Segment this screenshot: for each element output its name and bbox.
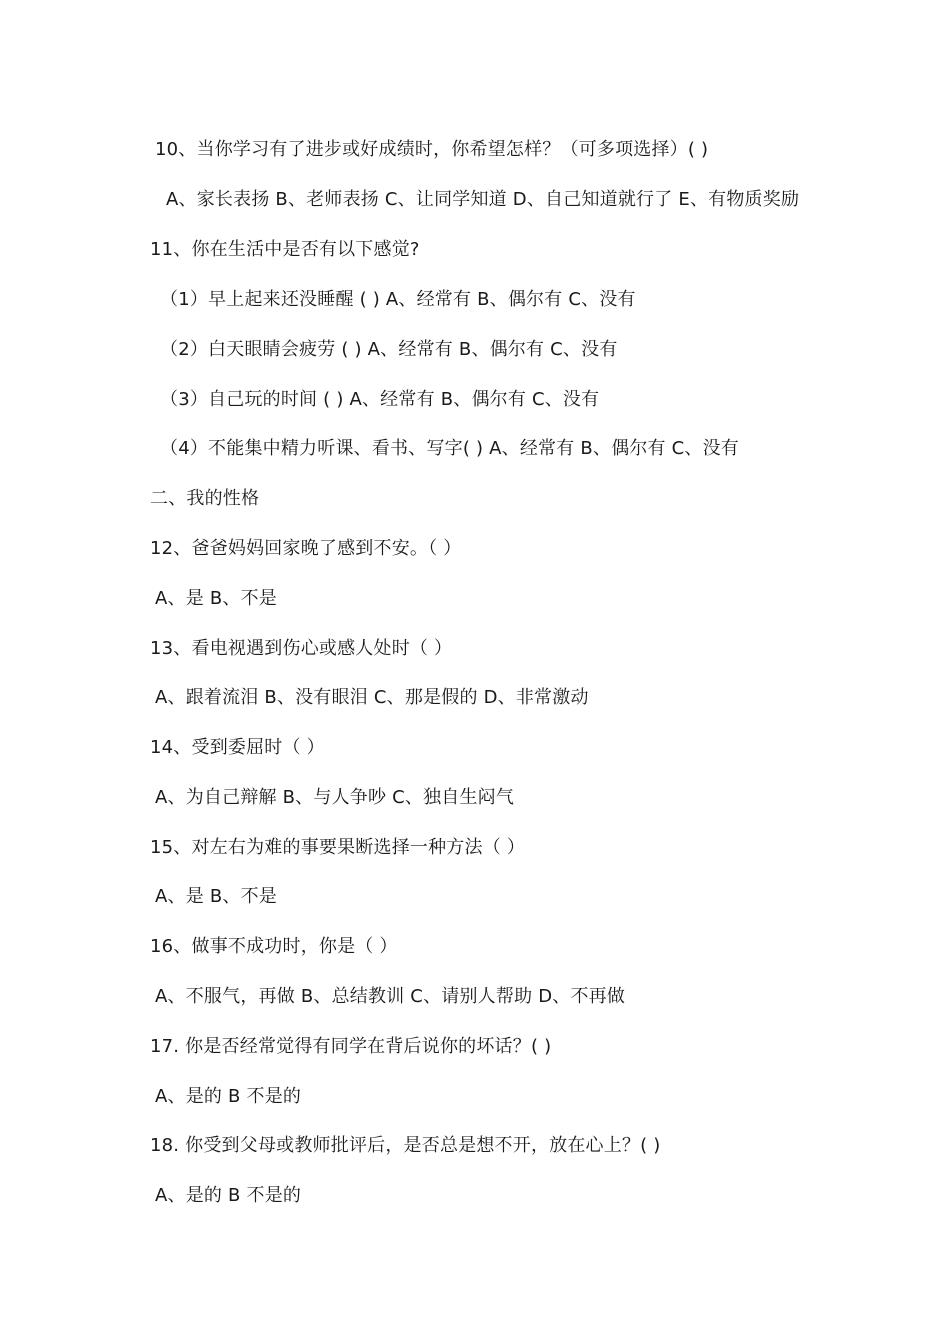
section-heading-personality: 二、我的性格 <box>150 488 260 509</box>
question-17: 17. 你是否经常觉得有同学在背后说你的坏话？( ) <box>150 1036 552 1057</box>
question-11: 11、你在生活中是否有以下感觉? <box>150 239 420 260</box>
question-11-item-4: （4）不能集中精力听课、看书、写字( ) A、经常有 B、偶尔有 C、没有 <box>160 438 740 459</box>
question-11-item-2: （2）白天眼睛会疲劳 ( ) A、经常有 B、偶尔有 C、没有 <box>160 339 618 360</box>
question-18-options: A、是的 B 不是的 <box>155 1185 302 1206</box>
question-13-options: A、跟着流泪 B、没有眼泪 C、那是假的 D、非常激动 <box>155 687 589 708</box>
question-12-options: A、是 B、不是 <box>155 588 277 609</box>
question-15-options: A、是 B、不是 <box>155 886 277 907</box>
question-10-options: A、家长表扬 B、老师表扬 C、让同学知道 D、自己知道就行了 E、有物质奖励 <box>166 189 800 210</box>
question-16: 16、做事不成功时，你是（ ） <box>150 936 398 957</box>
question-13: 13、看电视遇到伤心或感人处时（ ） <box>150 638 453 659</box>
question-17-options: A、是的 B 不是的 <box>155 1086 302 1107</box>
question-15: 15、对左右为难的事要果断选择一种方法（ ） <box>150 837 526 858</box>
question-12: 12、爸爸妈妈回家晚了感到不安。（ ） <box>150 538 462 559</box>
question-11-item-1: （1）早上起来还没睡醒 ( ) A、经常有 B、偶尔有 C、没有 <box>160 289 636 310</box>
question-11-item-3: （3）自己玩的时间 ( ) A、经常有 B、偶尔有 C、没有 <box>160 389 600 410</box>
question-16-options: A、不服气，再做 B、总结教训 C、请别人帮助 D、不再做 <box>155 986 626 1007</box>
question-14-options: A、为自己辩解 B、与人争吵 C、独自生闷气 <box>155 787 515 808</box>
question-10: 10、当你学习有了进步或好成绩时，你希望怎样？（可多项选择）( ) <box>155 139 709 160</box>
question-14: 14、受到委屈时（ ） <box>150 737 325 758</box>
question-18: 18. 你受到父母或教师批评后，是否总是想不开，放在心上？( ) <box>150 1135 661 1156</box>
